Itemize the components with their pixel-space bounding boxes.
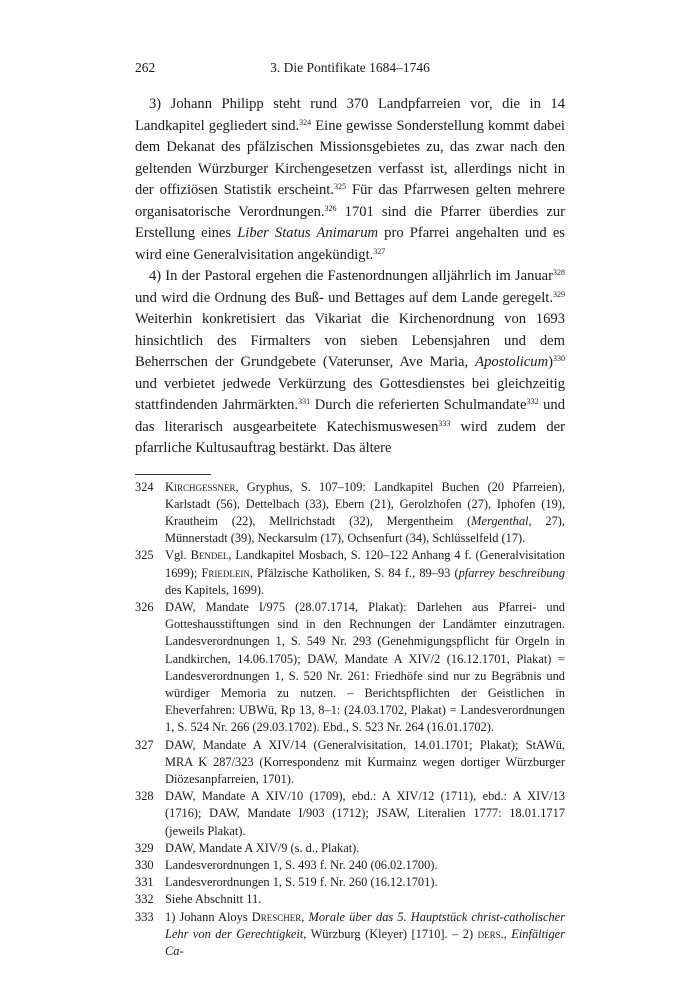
footnote: 333 1) Johann Aloys Drescher, Morale über das 5. Hauptstück christ-catholischer Lehr von der Gerechtigkeit, Würzburg (Kleyer) [1710]. – 2) ders., Einfältiger Ca-	[135, 909, 565, 958]
footnote-ref[interactable]: 327	[373, 246, 386, 256]
main-text	[135, 94, 565, 460]
footnote: 326 DAW, Mandate I/975 (28.07.1714, Plakat): Darlehen aus Pfarrei- und Gotteshausstiftungen sind in den Rechnungen der Landämter einzutragen. Landesverordnungen 1, S. 549 Nr. 293 (Genehmigungspflicht für Orgeln in Landkirchen, 14.06.1705); DAW, Mandate A XIV/2 (16.12.1701, Plakat) = Landesverordnungen 1, S. 520 Nr. 261: Friedhöfe sind nur zu Begräbnis und würdiger Memoria zu nutzen. – Berichtspflichten der Geistlichen in Eheverfahren: UBWü, Rp 13, 8–1: (24.03.1702, Plakat) = Landesverordnungen 1, S. 524 Nr. 266 (29.03.1702). Ebd., S. 523 Nr. 264 (16.01.1702).	[135, 599, 565, 735]
paragraph: 4) In der Pastoral ergehen die Fastenordnungen alljährlich im Januar$^{328}$ und wird die Ordnung des Buß- und Bettages auf dem Lande geregelt.$^{329}$ Weiterhin konkretisiert das Vikariat die Kirchenordnung von 1693 hinsichtlich des Firmalters von sieben Lebensjahren und dem Beherrschen der Grundgebete (Vaterunser, Ave Maria, Apostolicum)$^{330}$ und verbietet jedwede Verkürzung des Gottesdienstes bei gleichzeitig stattfindenden Jahrmärkten.$^{331}$ Durch die referierten Schulmandate$^{332}$ und das literarisch ausgearbeitete Katechismuswesen$^{333}$ wird zudem der pfarrliche Kultusauftrag bestärkt. Das ältere	[135, 268, 566, 456]
footnote-number: 324	[135, 479, 154, 494]
footnote-number: 328	[135, 789, 154, 804]
footnote-ref[interactable]: 325	[334, 182, 346, 191]
footnote-number: 326	[135, 599, 154, 614]
footnote-number: 329	[135, 840, 154, 855]
footnote-divider	[135, 474, 211, 475]
book-page	[135, 60, 565, 960]
footnote-number: 325	[135, 548, 154, 563]
footnote: 328 DAW, Mandate A XIV/10 (1709), ebd.: A XIV/12 (1711), ebd.: A XIV/13 (1716); DAW, Mandate I/903 (1712); JSAW, Literalien 1777: 18.01.1717 (jeweils Plakat).	[135, 789, 565, 838]
footnote-ref[interactable]: 324	[299, 117, 312, 127]
footnote: 327 DAW, Mandate A XIV/14 (Generalvisitation, 14.01.1701; Plakat); StAWü, MRA K 287/323 (Korrespondenz mit Kurmainz wegen dortiger Würzburger Diözesanpfarreien, 1701).	[135, 737, 565, 786]
footnote: 331 Landesverordnungen 1, S. 519 f. Nr. 260 (16.12.1701).	[135, 874, 565, 891]
footnote: 325 Vgl. Bendel, Landkapitel Mosbach, S. 120–122 Anhang 4 f. (Generalvisitation 1699); Friedlein, Pfälzische Katholiken, S. 84 f., 89–93 (pfarrey beschreibung des Kapitels, 1699).	[135, 548, 565, 597]
footnote-ref[interactable]: 333	[438, 418, 451, 428]
footnote-number: 333	[135, 909, 154, 924]
footnote-ref[interactable]: 330	[553, 354, 565, 363]
footnote: 332 Siehe Abschnitt 11.	[135, 891, 565, 908]
footnote-ref[interactable]: 331	[298, 397, 311, 406]
page-header	[135, 60, 565, 82]
footnote-ref[interactable]: 329	[553, 289, 565, 299]
footnote: 324 Kirchgessner, Gryphus, S. 107–109: Landkapitel Buchen (20 Pfarreien), Karlstadt (56), Dettelbach (33), Ebern (21), Gerolzhofen (27), Iphofen (19), Krautheim (22), Mellrichstadt (32), Mergentheim (Mergenthal, 27), Münnerstadt (39), Neckarsulm (17), Ochsenfurt (34), Schlüsselfeld (17).	[135, 479, 565, 546]
footnote-number: 330	[135, 857, 154, 872]
footnote-ref[interactable]: 332	[526, 397, 539, 406]
footnote-ref[interactable]: 328	[553, 268, 565, 277]
running-title: 3. Die Pontifikate 1684–1746	[270, 60, 430, 75]
footnote-number: 331	[135, 875, 154, 890]
footnote-number: 327	[135, 737, 154, 752]
footnotes	[135, 479, 565, 961]
footnote-ref[interactable]: 326	[324, 203, 337, 213]
footnote: 330 Landesverordnungen 1, S. 493 f. Nr. 240 (06.02.1700).	[135, 857, 565, 874]
footnote: 329 DAW, Mandate A XIV/9 (s. d., Plakat).	[135, 840, 565, 857]
page-number: 262	[135, 60, 156, 75]
paragraph: 3) Johann Philipp steht rund 370 Landpfarreien vor, die in 14 Landkapitel gegliedert sind.$^{324}$ Eine gewisse Sonderstellung kommt dabei dem Dekanat des pfälzischen Missionsgebietes zu, das zwar nach den geltenden Würzburger Kirchengesetzen verfasst ist, allerdings nicht in der offiziösen Statistik erscheint.$^{325}$ Für das Pfarrwesen gelten mehrere organisatorische Verordnungen.$^{326}$ 1701 sind die Pfarrer überdies zur Erstellung eines Liber Status Animarum pro Pfarrei angehalten und es wird eine Generalvisitation angekündigt.$^{327}$	[135, 96, 565, 263]
footnote-number: 332	[135, 892, 154, 907]
